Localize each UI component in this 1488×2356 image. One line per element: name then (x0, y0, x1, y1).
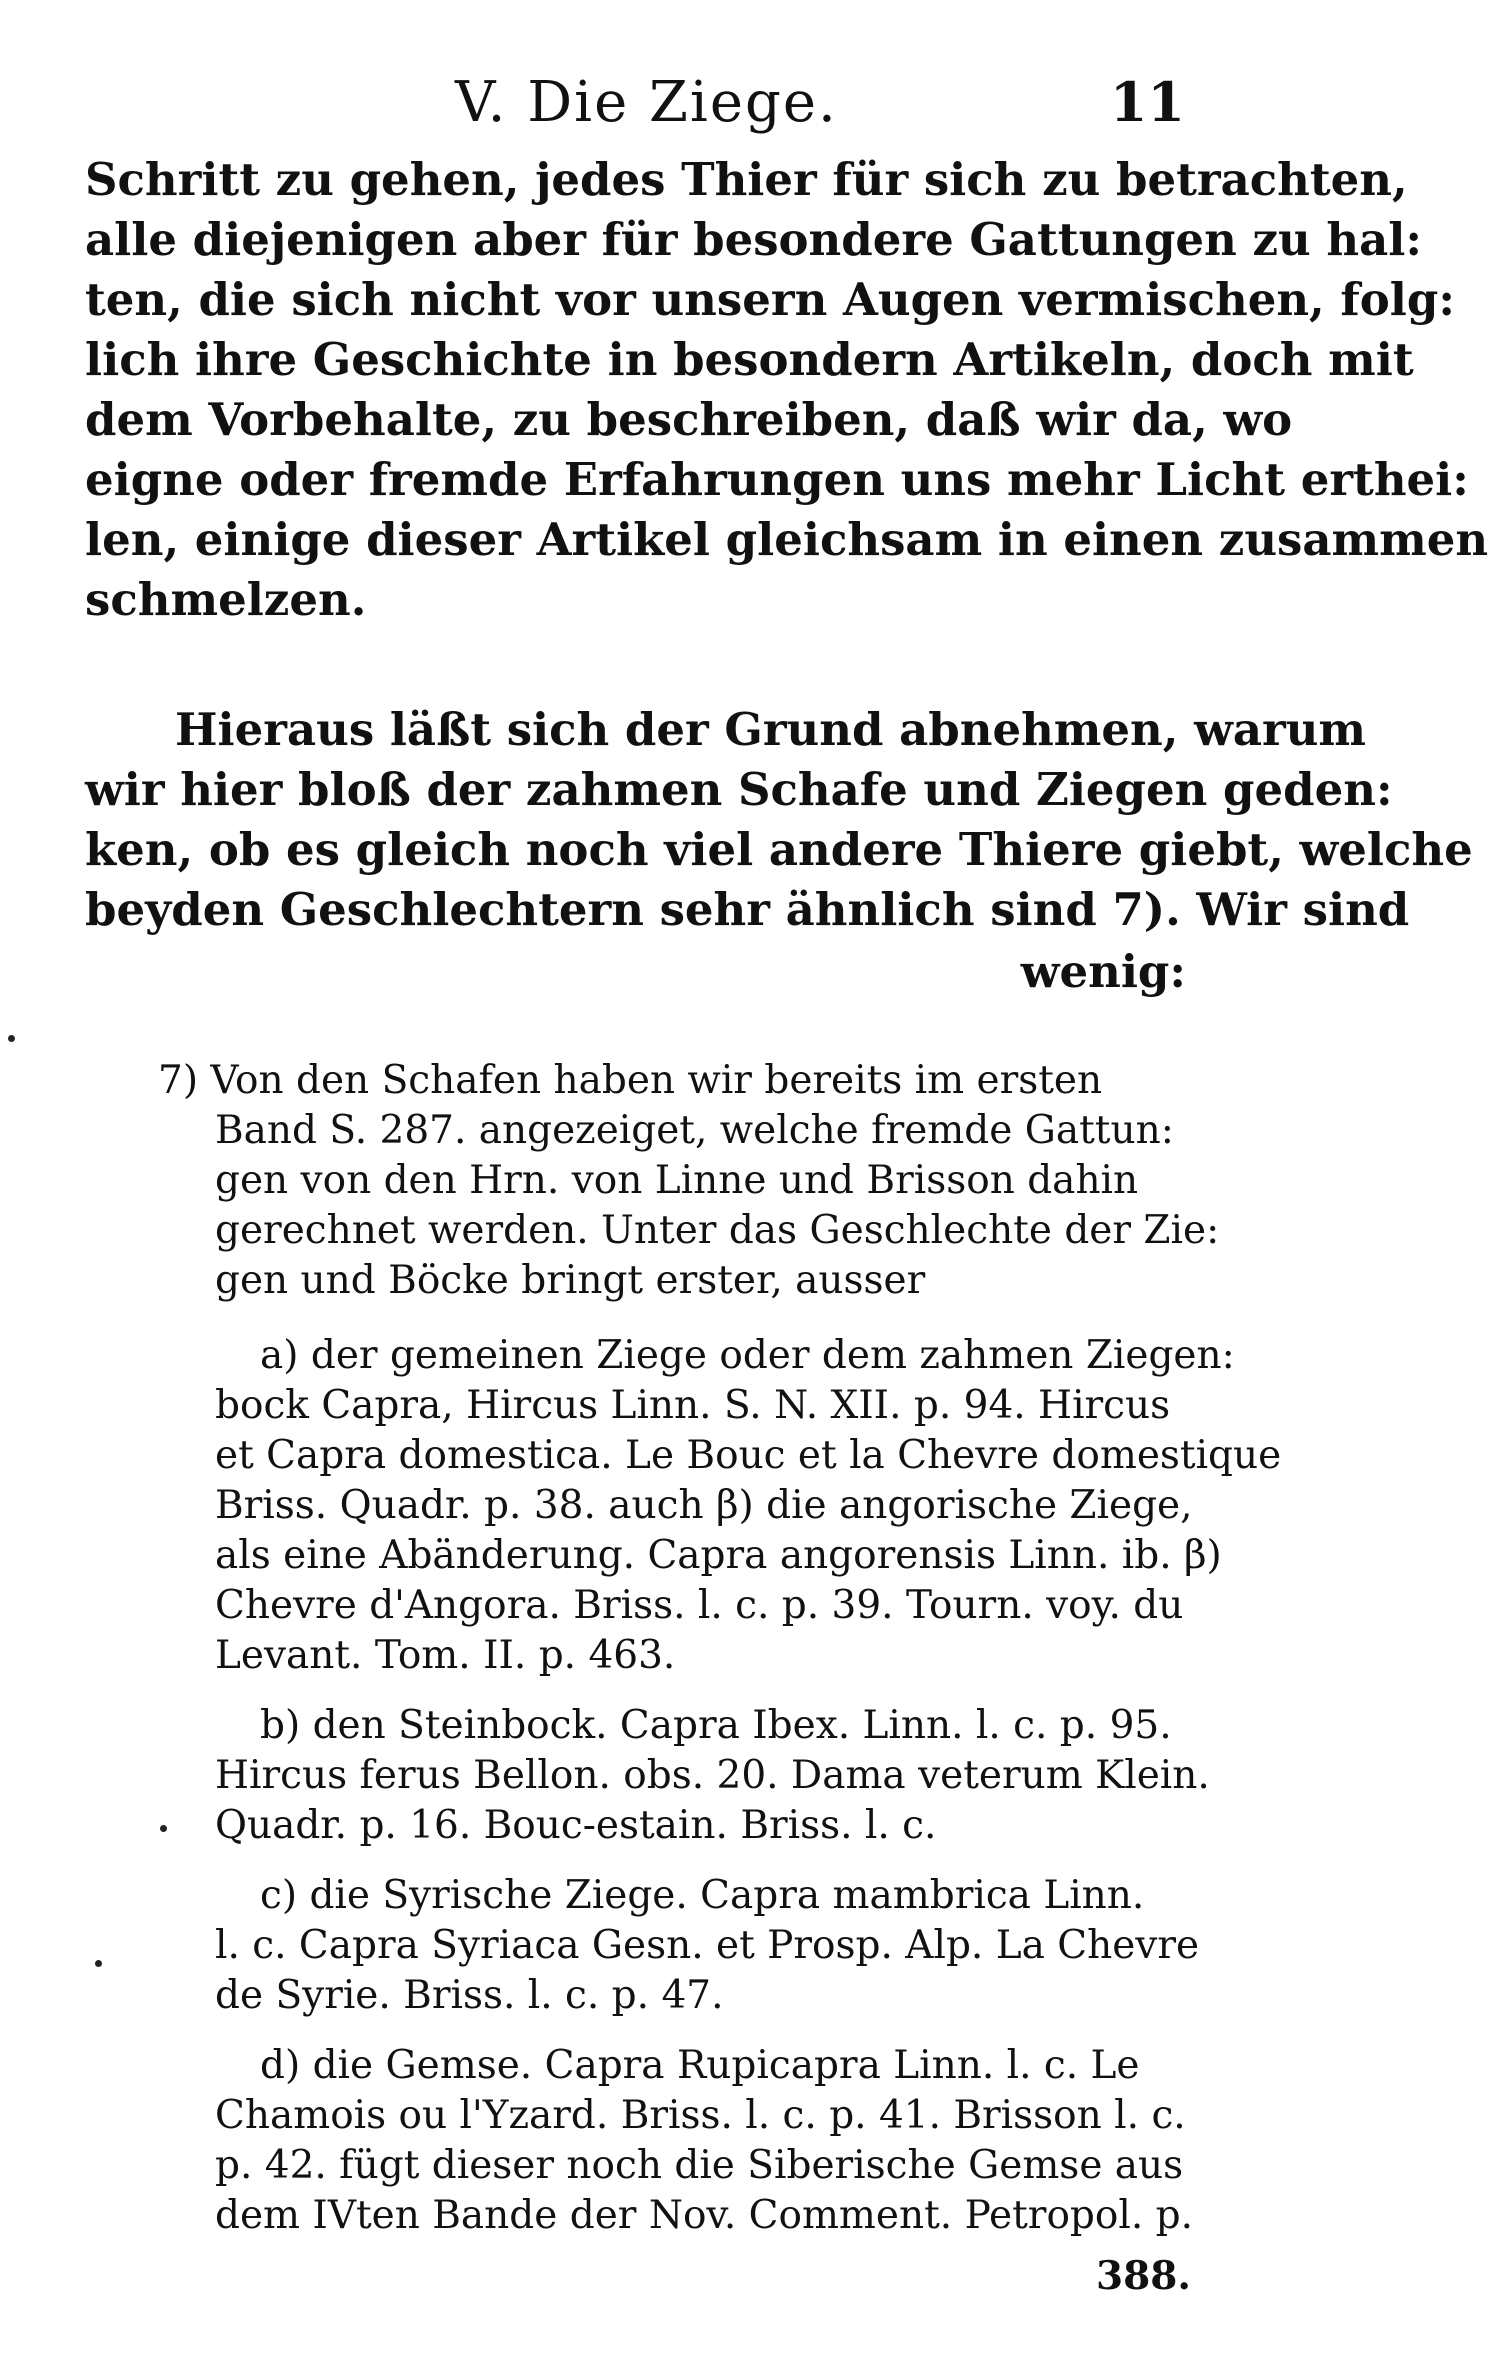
text-line: Schritt zu gehen, jedes Thier für sich zu betrachten, (85, 153, 1408, 206)
print-speck (95, 1960, 102, 1967)
footnote-line: 7) Von den Schafen haben wir bereits im ersten (158, 1058, 1103, 1103)
text-line: dem Vorbehalte, zu beschreiben, daß wir da, wo (85, 393, 1293, 446)
text-line: ten, die sich nicht vor unsern Augen vermischen, folg: (85, 273, 1455, 326)
footnote-line: bock Capra, Hircus Linn. S. N. XII. p. 94. Hircus (215, 1383, 1171, 1428)
footnote-line: gen von den Hrn. von Linne und Brisson dahin (215, 1158, 1139, 1203)
print-speck (8, 1035, 15, 1042)
text-line: ken, ob es gleich noch viel andere Thiere giebt, welche (85, 823, 1473, 876)
footnote-line: p. 42. fügt dieser noch die Siberische Gemse aus (215, 2143, 1184, 2188)
text-line: Hieraus läßt sich der Grund abnehmen, warum (175, 703, 1367, 756)
footnote-line: gerechnet werden. Unter das Geschlechte der Zie: (215, 1208, 1220, 1253)
footnote-line: Chamois ou l'Yzard. Briss. l. c. p. 41. Brisson l. c. (215, 2093, 1186, 2138)
text-line: wir hier bloß der zahmen Schafe und Ziegen geden: (85, 763, 1393, 816)
text-line: schmelzen. (85, 573, 367, 626)
text-line: lich ihre Geschichte in besondern Artikeln, doch mit (85, 333, 1414, 386)
text-line: beyden Geschlechtern sehr ähnlich sind 7). Wir sind (85, 883, 1410, 936)
footnote-line: de Syrie. Briss. l. c. p. 47. (215, 1973, 724, 2018)
footnote-line: et Capra domestica. Le Bouc et la Chevre domestique (215, 1433, 1282, 1478)
text-line: eigne oder fremde Erfahrungen uns mehr Licht erthei: (85, 453, 1469, 506)
footnote-line: dem IVten Bande der Nov. Comment. Petropol. p. (215, 2193, 1194, 2238)
footnote-line: Chevre d'Angora. Briss. l. c. p. 39. Tourn. voy. du (215, 1583, 1184, 1628)
footnote-line: Hircus ferus Bellon. obs. 20. Dama veterum Klein. (215, 1753, 1210, 1798)
footnote-line: als eine Abänderung. Capra angorensis Linn. ib. β) (215, 1533, 1222, 1578)
footnote-line: b) den Steinbock. Capra Ibex. Linn. l. c. p. 95. (260, 1703, 1172, 1748)
footnote-line: d) die Gemse. Capra Rupicapra Linn. l. c. Le (260, 2043, 1140, 2088)
page-header (85, 70, 1185, 150)
catchword: wenig: (1020, 945, 1186, 998)
footnote-line: Briss. Quadr. p. 38. auch β) die angorische Ziege, (215, 1483, 1193, 1528)
footnote-line: Band S. 287. angezeiget, welche fremde Gattun: (215, 1108, 1174, 1153)
running-title: V. Die Ziege. (455, 70, 838, 135)
footnote-line: a) der gemeinen Ziege oder dem zahmen Ziegen: (260, 1333, 1235, 1378)
footnote-line: gen und Böcke bringt erster, ausser (215, 1258, 926, 1303)
footnote-line: Quadr. p. 16. Bouc-estain. Briss. l. c. (215, 1803, 937, 1848)
page-number: 11 (1109, 70, 1185, 134)
footnote-line: Levant. Tom. II. p. 463. (215, 1633, 676, 1678)
text-line: len, einige dieser Artikel gleichsam in einen zusammen (85, 513, 1488, 566)
footnote-catchword: 388. (1096, 2253, 1191, 2299)
print-speck (160, 1825, 167, 1832)
footnote-line: l. c. Capra Syriaca Gesn. et Prosp. Alp. La Chevre (215, 1923, 1200, 1968)
text-line: alle diejenigen aber für besondere Gattungen zu hal: (85, 213, 1422, 266)
footnote-line: c) die Syrische Ziege. Capra mambrica Linn. (260, 1873, 1145, 1918)
